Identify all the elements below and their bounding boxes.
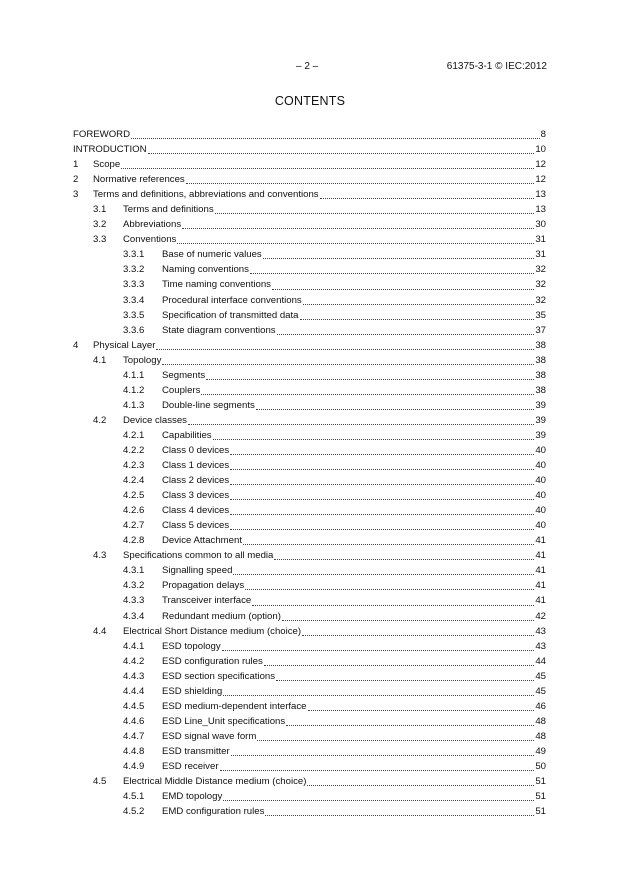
toc-entry-number: 4.2.6 (123, 505, 145, 517)
toc-dot-leader (121, 157, 534, 172)
toc-entry[interactable] (73, 473, 546, 488)
toc-entry-page: 39 (534, 413, 546, 428)
toc-entry[interactable] (73, 488, 546, 503)
toc-entry-page: 12 (534, 157, 546, 172)
toc-entry-page: 32 (534, 277, 546, 292)
toc-dot-leader (222, 639, 535, 654)
toc-entry-number: 4.5 (93, 776, 107, 788)
toc-entry-title: Procedural interface conventions (162, 293, 303, 308)
toc-entry-number: 4.2 (93, 414, 107, 426)
toc-entry-number: 4.1.2 (123, 384, 145, 396)
toc-entry-page: 38 (534, 353, 546, 368)
toc-entry-page: 40 (534, 518, 546, 533)
toc-entry-number: 4.2.5 (123, 490, 145, 502)
toc-entry-title: Time naming conventions (162, 277, 272, 292)
toc-entry-number: 4 (73, 339, 79, 351)
toc-entry[interactable] (73, 172, 546, 187)
toc-entry-title: Class 5 devices (162, 518, 230, 533)
toc-entry-page: 48 (534, 729, 546, 744)
toc-dot-leader (206, 368, 534, 383)
toc-entry-number: 2 (73, 174, 79, 186)
toc-entry-number: 1 (73, 159, 79, 171)
toc-entry-page: 38 (534, 368, 546, 383)
toc-entry-number: 3.1 (93, 204, 107, 216)
document-reference: 61375-3-1 © IEC:2012 (446, 61, 547, 72)
toc-entry-page: 51 (534, 774, 546, 789)
toc-entry-page: 51 (534, 789, 546, 804)
toc-entry[interactable] (73, 293, 546, 308)
toc-dot-leader (182, 217, 534, 232)
toc-dot-leader (252, 593, 534, 608)
toc-dot-leader (303, 293, 535, 308)
toc-dot-leader (274, 548, 534, 563)
toc-entry[interactable] (73, 247, 546, 262)
toc-entry-page: 37 (534, 323, 546, 338)
toc-entry-page: 40 (534, 443, 546, 458)
toc-entry[interactable] (73, 729, 546, 744)
toc-dot-leader (201, 383, 534, 398)
toc-entry[interactable] (73, 202, 546, 217)
toc-entry-number: 4.4.6 (123, 715, 145, 727)
toc-entry-number: 4.1 (93, 354, 107, 366)
toc-entry[interactable] (73, 639, 546, 654)
toc-entry-page: 32 (534, 262, 546, 277)
toc-entry[interactable] (73, 458, 546, 473)
toc-entry-page: 41 (534, 533, 546, 548)
toc-dot-leader (282, 609, 534, 624)
toc-entry[interactable] (73, 774, 546, 789)
toc-dot-leader (307, 774, 534, 789)
toc-entry-title: Base of numeric values (162, 247, 263, 262)
toc-dot-leader (148, 142, 535, 157)
toc-dot-leader (302, 624, 534, 639)
toc-entry[interactable] (73, 563, 546, 578)
toc-entry[interactable] (73, 578, 546, 593)
toc-entry-title: Conventions (123, 232, 177, 247)
toc-entry-page: 32 (534, 293, 546, 308)
page-number: – 2 – (296, 61, 319, 72)
toc-entry-page: 45 (534, 684, 546, 699)
toc-dot-leader (264, 654, 535, 669)
toc-entry[interactable] (73, 232, 546, 247)
toc-entry-title: Redundant medium (option) (162, 609, 282, 624)
toc-entry[interactable] (73, 187, 546, 202)
toc-entry-page: 41 (534, 578, 546, 593)
toc-entry-page: 43 (534, 639, 546, 654)
toc-entry[interactable] (73, 699, 546, 714)
toc-entry-page: 39 (534, 428, 546, 443)
toc-entry-page: 43 (534, 624, 546, 639)
toc-entry-page: 13 (534, 187, 546, 202)
toc-dot-leader (233, 563, 534, 578)
toc-entry[interactable] (73, 308, 546, 323)
toc-entry[interactable] (73, 127, 546, 142)
table-of-contents (73, 127, 546, 819)
toc-dot-leader (243, 533, 534, 548)
toc-entry[interactable] (73, 548, 546, 563)
toc-dot-leader (277, 323, 535, 338)
toc-dot-leader (257, 729, 534, 744)
toc-entry-title: ESD receiver (162, 759, 220, 774)
toc-dot-leader (213, 428, 535, 443)
toc-dot-leader (220, 759, 535, 774)
toc-entry-page: 46 (534, 699, 546, 714)
toc-entry[interactable] (73, 157, 546, 172)
toc-dot-leader (265, 804, 534, 819)
toc-entry-page: 40 (534, 473, 546, 488)
toc-entry-title: Device Attachment (162, 533, 243, 548)
toc-entry-number: 3.3.4 (123, 294, 145, 306)
toc-dot-leader (177, 232, 534, 247)
toc-dot-leader (188, 413, 534, 428)
toc-entry-page: 12 (534, 172, 546, 187)
toc-entry-title: ESD section specifications (162, 669, 276, 684)
toc-entry-page: 42 (534, 609, 546, 624)
toc-entry-number: 4.3.4 (123, 610, 145, 622)
toc-entry-title: State diagram conventions (162, 323, 277, 338)
toc-entry-page: 45 (534, 669, 546, 684)
toc-entry[interactable] (73, 503, 546, 518)
toc-entry-title: INTRODUCTION (73, 142, 148, 157)
toc-entry-number: 4.3.2 (123, 580, 145, 592)
toc-entry-title: Electrical Short Distance medium (choice) (123, 624, 302, 639)
toc-entry-number: 4.4.3 (123, 670, 145, 682)
toc-entry-title: ESD medium-dependent interface (162, 699, 308, 714)
toc-entry-number: 4.3.3 (123, 595, 145, 607)
toc-entry[interactable] (73, 654, 546, 669)
toc-dot-leader (162, 353, 534, 368)
toc-entry-title: Capabilities (162, 428, 213, 443)
toc-entry-number: 3.3.2 (123, 264, 145, 276)
toc-entry-page: 40 (534, 458, 546, 473)
toc-entry-title: Normative references (93, 172, 186, 187)
toc-dot-leader (223, 789, 534, 804)
toc-entry-page: 38 (534, 338, 546, 353)
toc-entry-title: FOREWORD (73, 127, 131, 142)
toc-entry-title: Terms and definitions, abbreviations and conventions (93, 187, 320, 202)
toc-entry-number: 4.4.5 (123, 700, 145, 712)
toc-entry-title: Propagation delays (162, 578, 245, 593)
toc-entry[interactable] (73, 593, 546, 608)
toc-entry[interactable] (73, 744, 546, 759)
toc-entry-title: ESD topology (162, 639, 222, 654)
toc-entry-title: Class 4 devices (162, 503, 230, 518)
toc-entry-title: Couplers (162, 383, 201, 398)
toc-entry-number: 4.2.1 (123, 429, 145, 441)
toc-dot-leader (230, 503, 534, 518)
toc-entry-number: 4.4 (93, 625, 107, 637)
toc-entry[interactable] (73, 413, 546, 428)
toc-dot-leader (230, 443, 534, 458)
toc-entry-number: 3.3.5 (123, 309, 145, 321)
toc-entry-number: 3.3.3 (123, 279, 145, 291)
toc-dot-leader (300, 308, 535, 323)
toc-dot-leader (230, 518, 534, 533)
toc-dot-leader (286, 714, 534, 729)
toc-entry-title: Scope (93, 157, 121, 172)
toc-entry-number: 3.3 (93, 234, 107, 246)
toc-dot-leader (308, 699, 535, 714)
toc-entry-title: ESD Line_Unit specifications (162, 714, 286, 729)
toc-entry-title: EMD topology (162, 789, 223, 804)
toc-entry-title: Double-line segments (162, 398, 256, 413)
toc-entry-title: Abbreviations (123, 217, 182, 232)
toc-dot-leader (230, 488, 534, 503)
toc-entry-title: Class 0 devices (162, 443, 230, 458)
toc-entry-number: 4.2.7 (123, 520, 145, 532)
toc-entry[interactable] (73, 217, 546, 232)
toc-dot-leader (230, 458, 534, 473)
toc-entry-page: 49 (534, 744, 546, 759)
toc-entry-title: Electrical Middle Distance medium (choice) (123, 774, 307, 789)
toc-entry[interactable] (73, 142, 546, 157)
toc-entry-page: 31 (534, 232, 546, 247)
toc-entry-page: 10 (534, 142, 546, 157)
toc-entry-page: 35 (534, 308, 546, 323)
toc-entry-page: 31 (534, 247, 546, 262)
toc-entry-number: 4.4.7 (123, 730, 145, 742)
toc-entry-page: 48 (534, 714, 546, 729)
toc-entry[interactable] (73, 277, 546, 292)
toc-entry-title: Naming conventions (162, 262, 250, 277)
toc-entry-page: 40 (534, 488, 546, 503)
toc-entry-number: 4.3.1 (123, 565, 145, 577)
toc-entry[interactable] (73, 338, 546, 353)
toc-entry-page: 39 (534, 398, 546, 413)
toc-entry-title: ESD shielding (162, 684, 223, 699)
toc-entry-page: 40 (534, 503, 546, 518)
toc-entry-number: 4.2.8 (123, 535, 145, 547)
toc-entry[interactable] (73, 398, 546, 413)
toc-entry[interactable] (73, 609, 546, 624)
toc-entry[interactable] (73, 759, 546, 774)
toc-entry[interactable] (73, 714, 546, 729)
toc-entry-page: 41 (534, 548, 546, 563)
toc-entry[interactable] (73, 624, 546, 639)
toc-entry-page: 41 (534, 563, 546, 578)
toc-dot-leader (223, 684, 534, 699)
toc-entry-number: 4.4.2 (123, 655, 145, 667)
toc-entry-page: 13 (534, 202, 546, 217)
toc-entry-number: 4.4.8 (123, 745, 145, 757)
toc-entry-title: Specification of transmitted data (162, 308, 300, 323)
toc-entry-title: Physical Layer (93, 338, 156, 353)
toc-entry-page: 41 (534, 593, 546, 608)
toc-entry-title: Terms and definitions (123, 202, 215, 217)
toc-entry-title: EMD configuration rules (162, 804, 265, 819)
toc-entry[interactable] (73, 262, 546, 277)
toc-entry-number: 3.2 (93, 219, 107, 231)
toc-entry-number: 4.4.4 (123, 685, 145, 697)
toc-entry[interactable] (73, 684, 546, 699)
toc-entry-number: 4.2.3 (123, 460, 145, 472)
toc-entry-title: Segments (162, 368, 206, 383)
toc-dot-leader (215, 202, 535, 217)
toc-entry-title: ESD transmitter (162, 744, 231, 759)
toc-entry-number: 3.3.6 (123, 324, 145, 336)
toc-entry-page: 51 (534, 804, 546, 819)
toc-entry[interactable] (73, 383, 546, 398)
toc-entry-page: 30 (534, 217, 546, 232)
toc-entry-title: Transceiver interface (162, 593, 252, 608)
toc-dot-leader (276, 669, 534, 684)
toc-entry-number: 4.3 (93, 550, 107, 562)
toc-entry-title: Topology (123, 353, 162, 368)
toc-entry-title: Class 1 devices (162, 458, 230, 473)
toc-entry-number: 3.3.1 (123, 249, 145, 261)
toc-dot-leader (250, 262, 534, 277)
toc-dot-leader (256, 398, 535, 413)
toc-entry-number: 4.4.9 (123, 760, 145, 772)
toc-dot-leader (131, 127, 540, 142)
toc-entry-number: 4.1.1 (123, 369, 145, 381)
toc-dot-leader (230, 473, 534, 488)
toc-entry-number: 4.5.2 (123, 806, 145, 818)
toc-entry[interactable] (73, 804, 546, 819)
toc-entry-page: 44 (534, 654, 546, 669)
toc-entry-page: 50 (534, 759, 546, 774)
toc-dot-leader (320, 187, 535, 202)
toc-dot-leader (186, 172, 535, 187)
toc-entry[interactable] (73, 323, 546, 338)
toc-entry-number: 4.4.1 (123, 640, 145, 652)
page-title: CONTENTS (274, 94, 346, 108)
toc-entry-number: 4.5.1 (123, 791, 145, 803)
toc-dot-leader (231, 744, 535, 759)
toc-entry-title: Class 2 devices (162, 473, 230, 488)
toc-entry-page: 8 (540, 127, 546, 142)
toc-entry-title: ESD configuration rules (162, 654, 264, 669)
toc-entry[interactable] (73, 533, 546, 548)
toc-dot-leader (272, 277, 534, 292)
toc-entry-title: Signalling speed (162, 563, 233, 578)
toc-entry[interactable] (73, 368, 546, 383)
toc-entry[interactable] (73, 428, 546, 443)
toc-dot-leader (245, 578, 534, 593)
toc-entry[interactable] (73, 518, 546, 533)
toc-entry-title: Device classes (123, 413, 188, 428)
toc-entry-title: Class 3 devices (162, 488, 230, 503)
toc-entry-page: 38 (534, 383, 546, 398)
toc-entry[interactable] (73, 789, 546, 804)
toc-dot-leader (156, 338, 534, 353)
toc-entry-number: 4.1.3 (123, 399, 145, 411)
toc-dot-leader (263, 247, 535, 262)
toc-entry[interactable] (73, 669, 546, 684)
toc-entry-number: 4.2.4 (123, 475, 145, 487)
toc-entry-title: ESD signal wave form (162, 729, 257, 744)
toc-entry-number: 3 (73, 189, 79, 201)
toc-entry-number: 4.2.2 (123, 444, 145, 456)
toc-entry-title: Specifications common to all media (123, 548, 274, 563)
toc-entry[interactable] (73, 353, 546, 368)
toc-entry[interactable] (73, 443, 546, 458)
